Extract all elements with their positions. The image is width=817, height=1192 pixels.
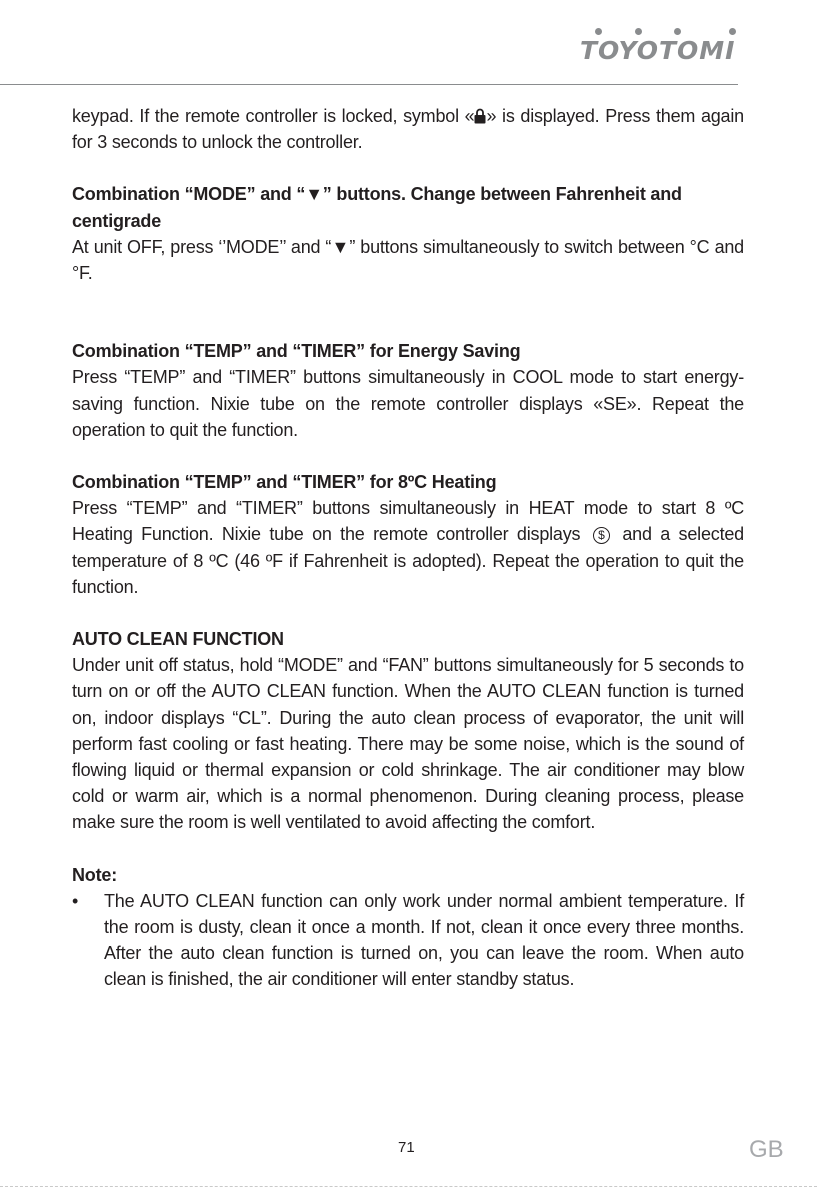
language-code: GB [749, 1136, 784, 1163]
note-title: Note: [72, 864, 117, 885]
lock-icon [474, 108, 486, 124]
section-title-auto-clean: AUTO CLEAN FUNCTION [72, 629, 284, 650]
section-title-heating: Combination “TEMP” and “TIMER” for 8ºC Heating [72, 472, 497, 493]
section-text-auto-clean: Under unit off status, hold “MODE” and “FAN” buttons simultaneously for 5 seconds to turn on or off the AUTO CLEAN function. When the AUTO CLEAN function is turned on, indoor displays “CL”. During the auto clean process of evaporator, the unit will perform fast cooling or fast heating. There may be some noise, which is the sound of flowing liquid or thermal expansion or cold shrinkage. The air conditioner may blow cold or warm air, which is a normal phenomenon. During cleaning process, please make sure the room is well ventilated to avoid affecting the comfort. [72, 655, 744, 833]
header-divider [0, 84, 738, 85]
section-text-mode: At unit OFF, press ‘’MODE’’ and “▼” buttons simultaneously to switch between °C and °F. [72, 236, 744, 284]
page-content [72, 103, 744, 993]
bullet: • [72, 890, 79, 911]
footer-divider [0, 1186, 817, 1187]
spacer [72, 600, 744, 626]
note-item: • The AUTO CLEAN function can only work under normal ambient temperature. If the room is dusty, clean it once a month. If not, clean it once every three months. After the auto clean function is turned on, you can leave the room. When auto clean is finished, the air conditioner will enter standby status. [72, 888, 744, 993]
page-header [0, 0, 817, 90]
section-title-mode: Combination “MODE” and “▼” buttons. Change between Fahrenheit and centigrade [72, 184, 682, 231]
8c-heating-icon: $ [593, 527, 610, 544]
section-text-heating: Press “TEMP” and “TIMER” buttons simultaneously in HEAT mode to start 8 ºC Heating Function. Nixie tube on the remote controller displays $ and a selected temperature of 8 ºC (46 ºF if Fahrenheit is adopted). Repeat the operation to quit the function. [72, 498, 744, 597]
logo-dots [574, 28, 744, 36]
spacer [72, 155, 744, 181]
spacer [72, 286, 744, 338]
intro-paragraph: keypad. If the remote controller is locked, symbol « » is displayed. Press them again for 3 seconds to unlock the controller. [72, 106, 744, 153]
spacer [72, 836, 744, 862]
spacer [72, 443, 744, 469]
note-list [72, 888, 744, 993]
page-number: 71 [398, 1139, 415, 1156]
toyotomi-logo [574, 22, 744, 70]
logo-text: TOYOTOMI [580, 36, 736, 65]
section-title-energy: Combination “TEMP” and “TIMER” for Energy Saving [72, 341, 521, 362]
section-text-energy: Press “TEMP” and “TIMER” buttons simultaneously in COOL mode to start energy-saving function. Nixie tube on the remote controller displays «SE». Repeat the operation to quit the function. [72, 367, 744, 440]
